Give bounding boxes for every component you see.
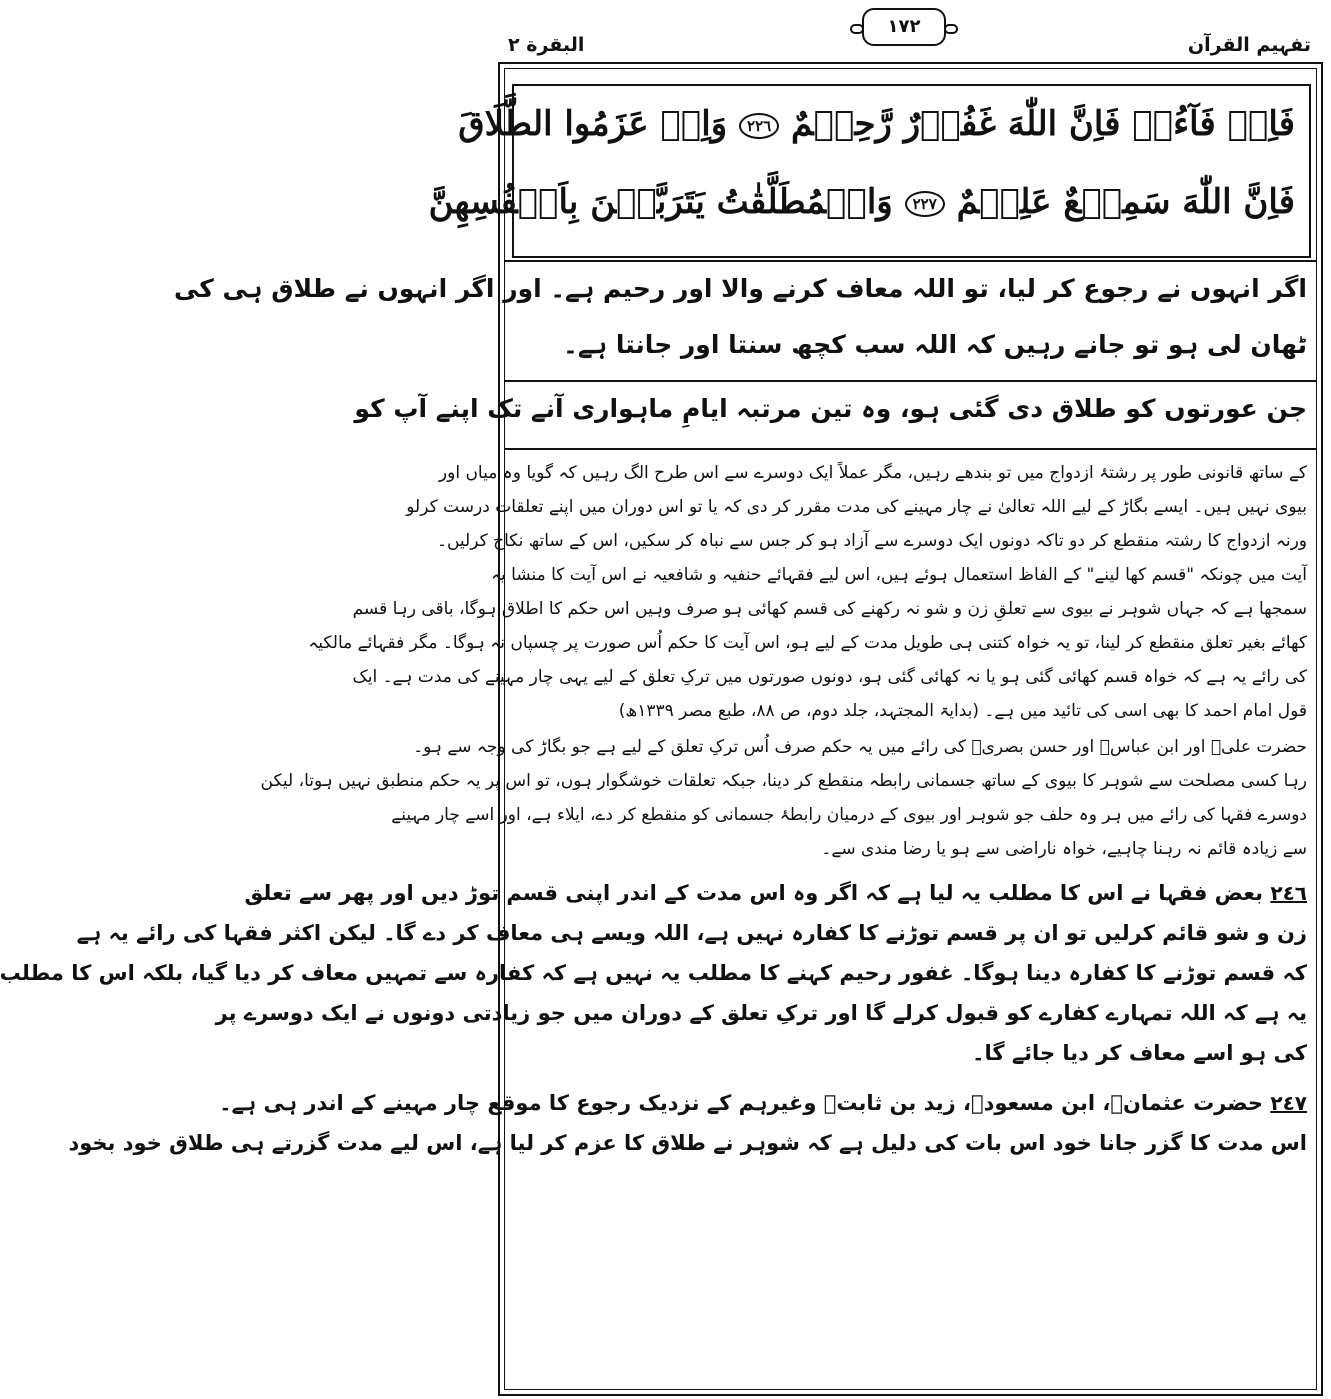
- book-title: تفہیم القرآن: [1187, 34, 1311, 56]
- commentary-line: حضرت علیؓ اور ابن عباسؓ اور حسن بصریؒ کی رائے میں یہ حکم صرف اُس ترکِ تعلق کے لیے ہے جو بگاڑ کی وجہ سے ہو۔: [413, 737, 1307, 757]
- arabic-verse-box: [428, 84, 1311, 258]
- page-number: ١٧٢: [862, 8, 946, 46]
- commentary-line: کی رائے یہ ہے کہ خواہ قسم کھائی گئی ہو یا نہ کھائی گئی ہو، دونوں صورتوں میں ترکِ تعلق کے لیے یہی چار مہینے کی مدت ہے۔ ایک: [352, 667, 1307, 687]
- commentary-line: رہا کسی مصلحت سے شوہر کا بیوی کے ساتھ جسمانی رابطہ منقطع کر دینا، جبکہ تعلقات خوشگوار ہوں، تو اس پر یہ حکم منطبق نہیں ہوتا، لیکن: [260, 771, 1307, 791]
- commentary-text: حضرت عثمانؓ، ابن مسعودؓ، زید بن ثابتؓ وغیرہم کے نزدیک رجوع کا موقع چار مہینے کے اندر ہی ہے۔: [219, 1091, 1264, 1115]
- translation-line: جن عورتوں کو طلاق دی گئی ہو، وہ تین مرتبہ ایامِ ماہواری آنے تک اپنے آپ کو: [354, 394, 1307, 423]
- footnote-number: ٢٤٧: [1270, 1091, 1307, 1115]
- commentary-line: کھائے بغیر تعلق منقطع کر لینا، تو یہ خواہ کتنی ہی طویل مدت کے لیے ہو، اس آیت کا حکم اُس صورت پر چسپاں نہ ہوگا۔ مگر فقہائے مالکیہ: [308, 633, 1307, 653]
- divider: [504, 448, 1317, 450]
- arabic-verse-text: وَاِنۡ عَزَمُوا الطَّلَاقَ: [458, 104, 728, 144]
- commentary-line: کی ہو اسے معاف کر دیا جائے گا۔: [972, 1041, 1307, 1065]
- arabic-line-1: [458, 104, 1295, 144]
- translation-line: اگر انہوں نے رجوع کر لیا، تو اللہ معاف کرنے والا اور رحیم ہے۔ اور اگر انہوں نے طلاق ہی کی: [174, 274, 1307, 303]
- commentary-text: بعض فقہا نے اس کا مطلب یہ لیا ہے کہ اگر وہ اس مدت کے اندر اپنی قسم توڑ دیں اور پھر سے تعلق: [244, 881, 1264, 905]
- translation-line: ٹھان لی ہو تو جانے رہیں کہ اللہ سب کچھ سنتا اور جانتا ہے۔: [563, 330, 1307, 359]
- commentary-line: قول امام احمد کا بھی اسی کی تائید میں ہے۔ (بدایۃ المجتہد، جلد دوم، ص ۸۸، طبع مصر ۱۳۳۹ھ): [618, 701, 1307, 721]
- surah-name: البقرة ٢: [508, 34, 585, 56]
- verse-marker: ٢٢٧: [905, 191, 945, 217]
- commentary-line: بیوی نہیں ہیں۔ ایسے بگاڑ کے لیے اللہ تعالیٰ نے چار مہینے کی مدت مقرر کر دی کہ یا تو اس دوران میں اپنے تعلقات درست کرلو: [406, 497, 1307, 517]
- commentary-line: کہ قسم توڑنے کا کفارہ دینا ہوگا۔ غفور رحیم کہنے کا مطلب یہ نہیں ہے کہ کفارہ سے تمہیں معاف کر دیا گیا، بلکہ اس کا مطلب: [0, 961, 1307, 985]
- arabic-verse-text: وَالۡمُطَلَّقٰتُ يَتَرَبَّصۡنَ بِاَنۡفُسِهِنَّ: [428, 182, 893, 222]
- commentary-line: آیت میں چونکہ "قسم کھا لینے" کے الفاظ استعمال ہوئے ہیں، اس لیے فقہائے حنفیہ و شافعیہ نے اس آیت کا منشا یہ: [491, 565, 1307, 585]
- commentary-line: دوسرے فقہا کی رائے میں ہر وہ حلف جو شوہر اور بیوی کے درمیان رابطۂ جسمانی کو منقطع کر دے، ایلاء ہے، اور اسے چار مہینے: [391, 805, 1307, 825]
- commentary-paragraph: [244, 880, 1307, 906]
- page-frame-inner: [0, 68, 1317, 1390]
- arabic-verse-text: فَاِنَّ اللّٰهَ سَمِيۡعٌ عَلِيۡمٌ: [956, 182, 1295, 222]
- arabic-verse-text: فَاِنۡ فَآءُوۡ فَاِنَّ اللّٰهَ غَفُوۡرٌ رَّحِيۡمٌ: [791, 104, 1295, 144]
- verse-marker: ٢٢٦: [739, 113, 779, 139]
- page-header: [490, 0, 1331, 62]
- divider: [504, 260, 1317, 262]
- divider: [504, 380, 1317, 382]
- commentary-line: یہ ہے کہ اللہ تمہارے کفارے کو قبول کرلے گا اور ترکِ تعلق کے دوران میں جو زیادتی دونوں نے ایک دوسرے پر: [215, 1001, 1307, 1025]
- arabic-line-2: [428, 182, 1295, 222]
- commentary-line: اس مدت کا گزر جانا خود اس بات کی دلیل ہے کہ شوہر نے طلاق کا عزم کر لیا ہے، اس لیے مدت گزرتے ہی طلاق خود بخود: [68, 1131, 1307, 1155]
- footnote-number: ٢٤٦: [1270, 881, 1307, 905]
- commentary-line: سے زیادہ قائم نہ رہنا چاہیے، خواہ ناراضی سے ہو یا رضا مندی سے۔: [821, 839, 1307, 859]
- page-frame: [0, 62, 1323, 1396]
- commentary-line: سمجھا ہے کہ جہاں شوہر نے بیوی سے تعلقِ زن و شو نہ رکھنے کی قسم کھائی ہو صرف وہیں اس حکم کا اطلاق ہوگا، باقی رہا قسم: [352, 599, 1307, 619]
- commentary-line: زن و شو قائم کرلیں تو ان پر قسم توڑنے کا کفارہ نہیں ہے، اللہ ویسے ہی معاف کر دے گا۔ لیکن اکثر فقہا کی رائے یہ ہے: [76, 921, 1307, 945]
- commentary-paragraph: [219, 1090, 1307, 1116]
- commentary-line: کے ساتھ قانونی طور پر رشتۂ ازدواج میں تو بندھے رہیں، مگر عملاً ایک دوسرے سے اس طرح الگ رہیں کہ گویا وہ میاں اور: [438, 463, 1307, 483]
- commentary-line: ورنہ ازدواج کا رشتہ منقطع کر دو تاکہ دونوں ایک دوسرے سے آزاد ہو کر جس سے نباہ کر سکیں، اس کے ساتھ نکاح کرلیں۔: [437, 531, 1307, 551]
